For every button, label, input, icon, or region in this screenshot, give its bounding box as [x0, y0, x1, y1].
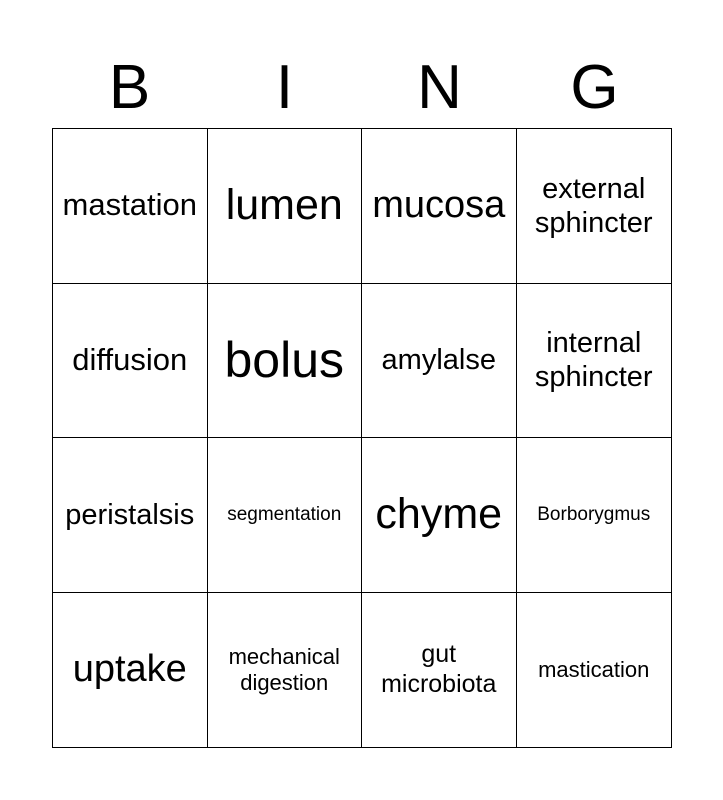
header-letter-i: I	[275, 53, 294, 122]
bingo-cell[interactable]: uptake	[53, 593, 208, 748]
bingo-cell[interactable]: mastication	[538, 656, 650, 682]
bingo-header	[52, 48, 672, 128]
bingo-cell[interactable]: Borborygmus	[517, 438, 672, 593]
bingo-cell[interactable]: amylalse	[362, 284, 517, 439]
bingo-cell[interactable]: mastation	[53, 129, 208, 284]
bingo-board	[52, 128, 672, 748]
bingo-cell[interactable]: gut microbiota	[362, 593, 517, 748]
bingo-cell[interactable]: diffusion	[53, 284, 208, 439]
header-letter-n: N	[417, 53, 462, 122]
header-letter-b: B	[108, 53, 151, 122]
bingo-cell[interactable]: external sphincter	[517, 129, 672, 284]
bingo-cell[interactable]: mechanical digestion	[208, 593, 363, 748]
bingo-cell[interactable]: chyme	[362, 438, 517, 593]
bingo-cell[interactable]: bolus	[208, 284, 363, 439]
bingo-cell[interactable]: mucosa	[362, 129, 517, 284]
bingo-cell[interactable]: peristalsis	[53, 438, 208, 593]
header-letter-g: G	[570, 53, 619, 122]
bingo-cell[interactable]: segmentation	[208, 438, 363, 593]
bingo-cell[interactable]: lumen	[208, 129, 363, 284]
bingo-cell[interactable]: internal sphincter	[517, 284, 672, 439]
